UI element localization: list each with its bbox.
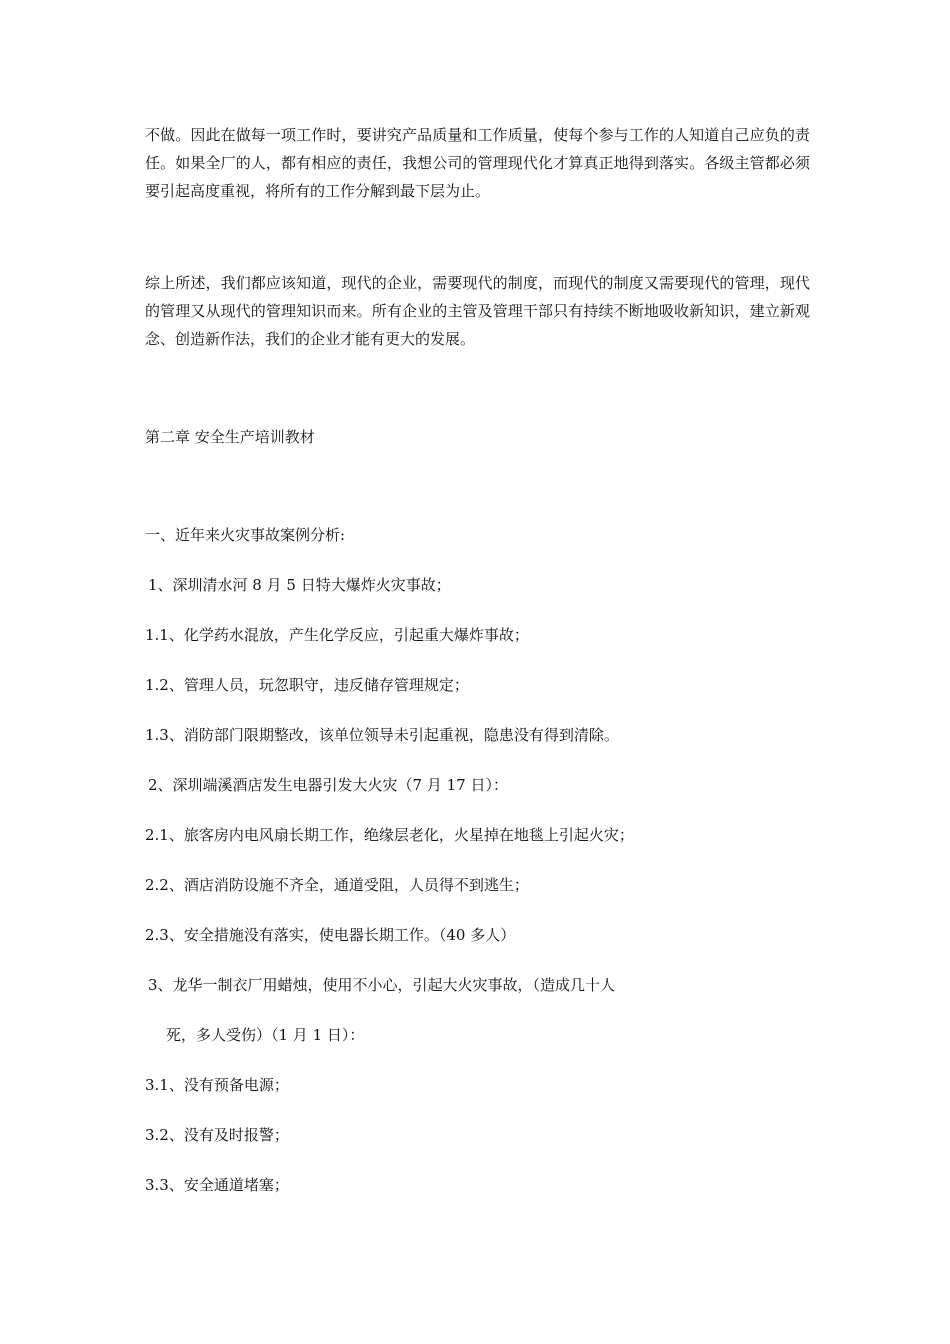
case-subitem-1-3: 1.3、消防部门限期整改，该单位领导未引起重视，隐患没有得到清除。 <box>145 726 619 744</box>
case-subitem-2-2: 2.2、酒店消防设施不齐全，通道受阻，人员得不到逃生； <box>145 876 529 894</box>
case-subitem-1-2: 1.2、管理人员，玩忽职守，违反储存管理规定； <box>145 676 469 694</box>
case-subitem-3-2: 3.2、没有及时报警； <box>145 1126 289 1144</box>
paragraph-conclusion: 综上所述，我们都应该知道，现代的企业，需要现代的制度，而现代的制度又需要现代的管理，现代的管理又从现代的管理知识而来。所有企业的主管及管理干部只有持续不断地吸收新知识，建立新观念、创造新作法，我们的企业才能有更大的发展。 <box>145 274 810 348</box>
paragraph-quality-responsibility: 不做。因此在做每一项工作时，要讲究产品质量和工作质量，使每个参与工作的人知道自己应负的责任。如果全厂的人，都有相应的责任，我想公司的管理现代化才算真正地得到落实。各级主管都必须要引起高度重视，将所有的工作分解到最下层为止。 <box>145 126 810 200</box>
case-item-3-continued: 死，多人受伤）（1 月 1 日）： <box>166 1026 365 1044</box>
case-subitem-1-1: 1.1、化学药水混放，产生化学反应，引起重大爆炸事故； <box>145 626 529 644</box>
case-item-1: 1、深圳清水河 8 月 5 日特大爆炸火灾事故； <box>148 576 451 594</box>
case-subitem-2-1: 2.1、旅客房内电风扇长期工作，绝缘层老化，火星掉在地毯上引起火灾； <box>145 826 634 844</box>
case-subitem-3-1: 3.1、没有预备电源； <box>145 1076 289 1094</box>
case-subitem-2-3: 2.3、安全措施没有落实，使电器长期工作。（40 多人） <box>145 926 516 944</box>
case-subitem-3-3: 3.3、安全通道堵塞； <box>145 1176 289 1194</box>
case-item-3: 3、龙华一制衣厂用蜡烛，使用不小心，引起大火灾事故，（造成几十人 <box>148 976 616 994</box>
section-title-fire-cases: 一、近年来火灾事故案例分析: <box>145 526 346 544</box>
chapter-title: 第二章 安全生产培训教材 <box>145 428 315 446</box>
case-item-2: 2、深圳端溪酒店发生电器引发大火灾（7 月 17 日）： <box>148 776 508 794</box>
